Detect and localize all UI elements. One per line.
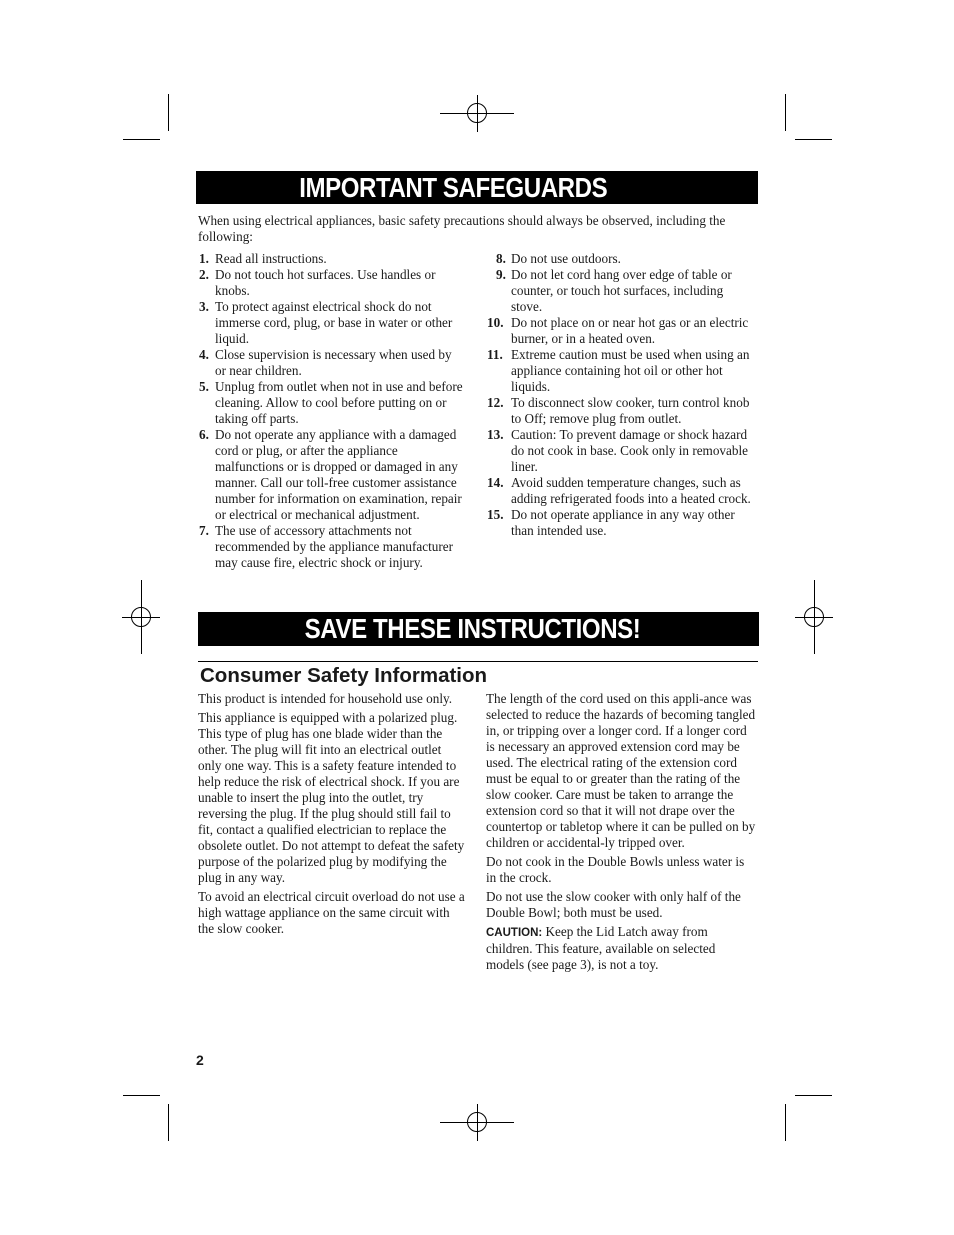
list-item: 9. Do not let cord hang over edge of table or counter, or touch hot surfaces, including stove. <box>496 267 732 314</box>
list-item: 2. Do not touch hot surfaces. Use handles or knobs. <box>199 267 436 298</box>
list-item: 14. Avoid sudden temperature changes, such as adding refrigerated foods into a heated crock. <box>487 475 751 506</box>
list-item: 8. Do not use outdoors. <box>496 251 621 266</box>
intro-text: When using electrical appliances, basic safety precautions should always be observed, including the following: <box>198 213 726 244</box>
consumer-info-left-column <box>198 691 466 940</box>
safeguards-list-right <box>487 251 752 539</box>
crop-mark <box>168 94 169 131</box>
list-item: 6. Do not operate any appliance with a damaged cord or plug, or after the appliance malfunctions or is dropped or damaged in any manner. Call our toll-free customer assistance number for information on examination, repair or electrical or mechanical adjustment. <box>199 427 462 522</box>
caution-text: Keep the Lid Latch away from children. This feature, available on selected models (see page 3), is not a toy. <box>486 924 716 972</box>
crop-mark <box>785 94 786 131</box>
crop-mark <box>795 139 832 140</box>
list-item: 7. The use of accessory attachments not recommended by the appliance manufacturer may cause fire, electric shock or injury. <box>199 523 453 570</box>
list-item: 4. Close supervision is necessary when used by or near children. <box>199 347 452 378</box>
crop-mark <box>785 1104 786 1141</box>
list-item: 1. Read all instructions. <box>199 251 327 266</box>
page-number: 2 <box>196 1052 204 1068</box>
list-item: 5. Unplug from outlet when not in use and before cleaning. Allow to cool before putting on or taking off parts. <box>199 379 463 426</box>
save-instructions-banner <box>198 612 759 646</box>
list-item: 15. Do not operate appliance in any way other than intended use. <box>487 507 735 538</box>
crop-mark <box>123 1095 160 1096</box>
safeguards-list-left <box>199 251 464 571</box>
list-item: 11. Extreme caution must be used when using an appliance containing hot oil or other hot liquids. <box>487 347 750 394</box>
list-item: 10. Do not place on or near hot gas or an electric burner, or in a heated oven. <box>487 315 749 346</box>
list-item: 13. Caution: To prevent damage or shock hazard do not cook in base. Cook only in removable liner. <box>487 427 748 474</box>
banner-title: IMPORTANT SAFEGUARDS <box>299 172 608 203</box>
section-divider <box>198 661 758 662</box>
important-safeguards-banner <box>196 171 758 204</box>
crop-mark <box>168 1104 169 1141</box>
caution-label: CAUTION: <box>486 927 543 939</box>
crop-mark <box>795 1095 832 1096</box>
paragraph: To avoid an electrical circuit overload do not use a high wattage appliance on the same circuit with the slow cooker. <box>198 889 465 936</box>
paragraph: This appliance is equipped with a polarized plug. This type of plug has one blade wider than the other. The plug will fit into an electrical outlet only one way. This is a safety feature intended to help reduce the risk of electrical shock. If you are unable to insert the plug into the outlet, try reversing the plug. If the plug should still fail to fit, contact a qualified electrician to replace the obsolete outlet. Do not attempt to defeat the safety purpose of the polarized plug by modifying the plug in any way. <box>198 710 465 885</box>
banner-title: SAVE THESE INSTRUCTIONS! <box>304 613 641 644</box>
caution-paragraph <box>486 924 756 973</box>
paragraph: Do not cook in the Double Bowls unless water is in the crock. <box>486 854 745 885</box>
section-title: Consumer Safety Information <box>200 664 488 687</box>
list-item: 12. To disconnect slow cooker, turn control knob to Off; remove plug from outlet. <box>487 395 750 426</box>
paragraph: This product is intended for household use only. <box>198 691 453 706</box>
consumer-info-right-column <box>486 691 756 976</box>
paragraph: Do not use the slow cooker with only half of the Double Bowl; both must be used. <box>486 889 741 920</box>
list-item: 3. To protect against electrical shock do not immerse cord, plug, or base in water or other liquid. <box>199 299 453 346</box>
crop-mark <box>123 139 160 140</box>
paragraph: The length of the cord used on this appli-ance was selected to reduce the hazards of becoming tangled in, or tripping over a longer cord. If a longer cord is necessary an approved extension cord may be used. The electrical rating of the extension cord must be equal to or greater than the rating of the slow cooker. Care must be taken to arrange the extension cord so that it will not drape over the countertop or tabletop where it can be pulled on by children or accidental-ly tripped over. <box>486 691 756 850</box>
